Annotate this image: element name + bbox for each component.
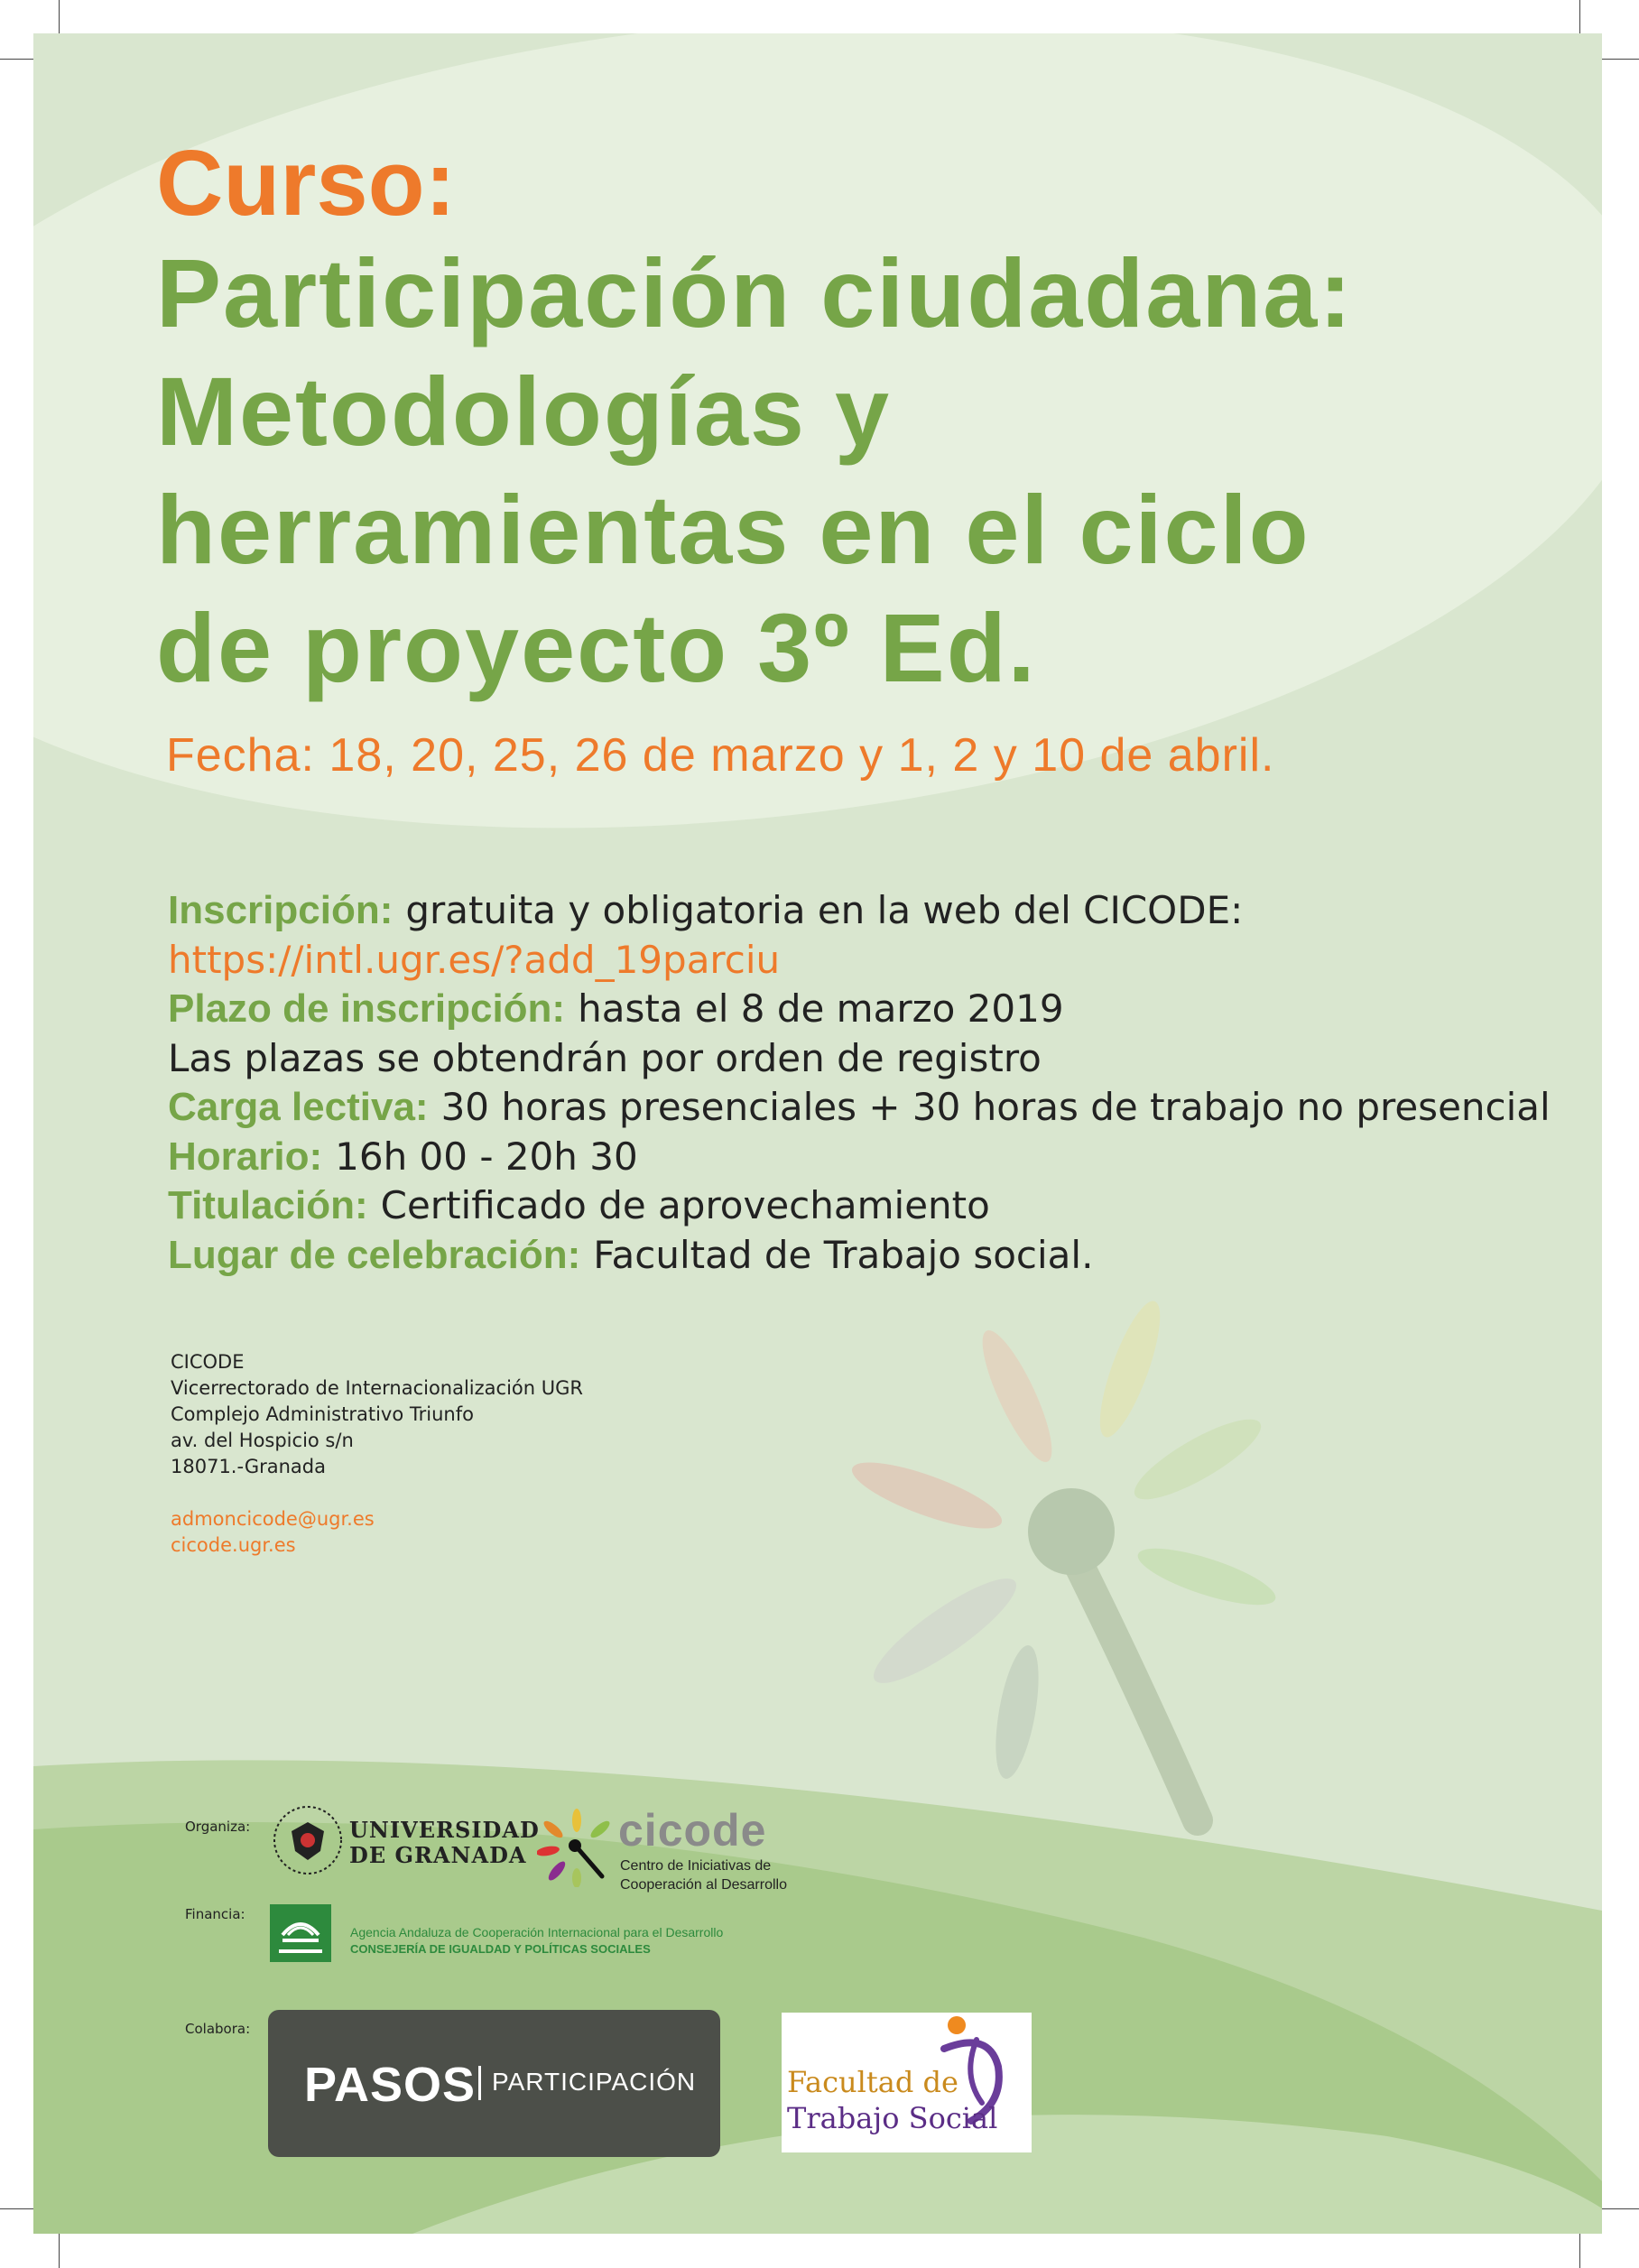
facultad-text [787,2064,997,2136]
cicode-wordmark: cicode [618,1805,767,1856]
plazo-label: Plazo de inscripción: [168,986,566,1031]
contact-address [171,1349,583,1559]
horario-text: 16h 00 - 20h 30 [335,1134,638,1179]
facultad-line1: Facultad de [787,2065,958,2099]
organiza-label: Organiza: [185,1819,251,1835]
facultad-trabajo-social-logo [782,2013,1032,2152]
junta-agency-text: Agencia Andaluza de Cooperación Internacional para el Desarrollo [350,1925,724,1939]
plazo-text: hasta el 8 de marzo 2019 [578,986,1064,1031]
title-prefix: Curso: [156,131,456,235]
ugr-name [349,1818,540,1868]
junta-consejeria-text: CONSEJERÍA DE IGUALDAD Y POLÍTICAS SOCIALES [350,1942,651,1956]
lugar-row [168,1231,1576,1281]
horario-label: Horario: [168,1134,323,1179]
title-line: Metodologías y [156,356,892,466]
carga-label: Carga lectiva: [168,1085,429,1129]
pasos-wordmark: PASOS [304,2058,477,2112]
inscripcion-url-row [168,936,1576,986]
cicode-subtitle [620,1856,787,1894]
title-line: Participación ciudadana: [156,238,1354,347]
address-line: av. del Hospicio s/n [171,1430,354,1451]
plazo-row [168,985,1576,1034]
titulacion-label: Titulación: [168,1183,368,1227]
address-line: 18071.-Granada [171,1456,326,1477]
course-info [168,886,1576,1280]
address-line: Complejo Administrativo Triunfo [171,1403,474,1425]
contact-web-link[interactable]: cicode.ugr.es [171,1534,296,1556]
pasos-subtitle: PARTICIPACIÓN [492,2068,697,2096]
address-line: Vicerrectorado de Internacionalización UGR [171,1377,583,1399]
pasos-separator [478,2066,481,2100]
title-line: herramientas en el ciclo [156,475,1310,584]
course-title [156,133,1564,707]
inscripcion-row [168,886,1576,936]
junta-andalucia-logo-icon [270,1904,331,1962]
flower-decoration [846,1295,1281,1820]
cicode-logo-icon [537,1808,616,1887]
flower-center [1028,1488,1115,1575]
flower-stem [1071,1550,1198,1820]
financia-label: Financia: [185,1906,245,1922]
titulacion-text: Certificado de aprovechamiento [380,1183,990,1227]
inscripcion-text: gratuita y obligatoria en la web del CICODE: [405,888,1244,932]
facultad-line2: Trabajo Social [787,2101,998,2135]
pasos-participacion-logo [268,2010,720,2157]
titulacion-row [168,1181,1576,1231]
inscripcion-label: Inscripción: [168,888,394,932]
address-gap [171,1480,583,1506]
petal-sage [987,1643,1046,1782]
poster [33,33,1602,2234]
petal-green-right [1133,1537,1282,1615]
petal-peach-top [970,1323,1064,1469]
horario-row [168,1133,1576,1182]
carga-row [168,1083,1576,1133]
ugr-seal-icon [272,1804,344,1876]
plazas-row [168,1034,1576,1084]
cicode-sub-line: Cooperación al Desarrollo [620,1877,787,1893]
colabora-label: Colabora: [185,2021,251,2037]
petal-peach [846,1449,1008,1541]
inscripcion-link[interactable]: https://intl.ugr.es/?add_19parciu [168,937,781,982]
petal-green [1125,1406,1271,1513]
address-line: CICODE [171,1351,245,1373]
petal-grey [862,1564,1027,1698]
carga-text: 30 horas presenciales + 30 horas de trabajo no presencial [440,1085,1551,1129]
plazas-text: Las plazas se obtendrán por orden de registro [168,1035,1042,1080]
cicode-sub-line: Centro de Iniciativas de [620,1858,772,1874]
ugr-line2: DE GRANADA [349,1842,527,1868]
lugar-text: Facultad de Trabajo social. [593,1232,1094,1277]
petal-yellow [1088,1295,1171,1443]
title-line: de proyecto 3º Ed. [156,593,1037,702]
ugr-line1: UNIVERSIDAD [349,1817,540,1843]
lugar-label: Lugar de celebración: [168,1232,581,1277]
course-dates: Fecha: 18, 20, 25, 26 de marzo y 1, 2 y 10 de abril. [166,729,1275,782]
contact-email-link[interactable]: admoncicode@ugr.es [171,1508,375,1530]
